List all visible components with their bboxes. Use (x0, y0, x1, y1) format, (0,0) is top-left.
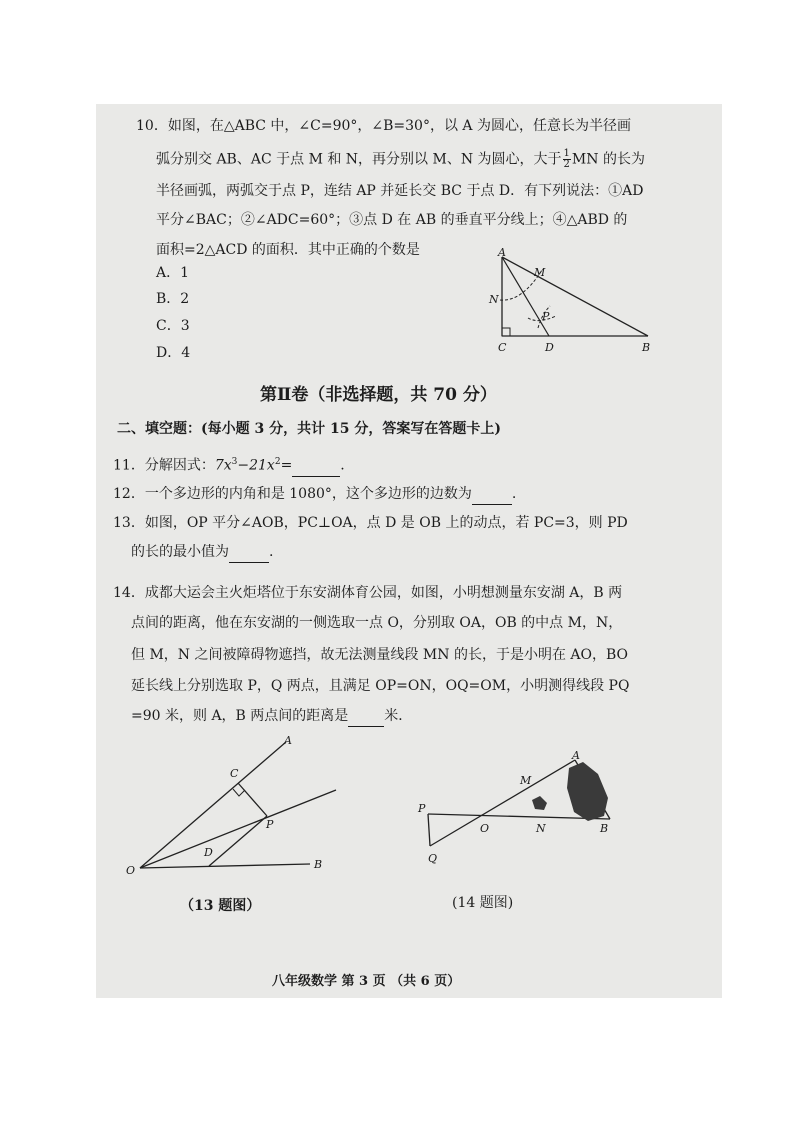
q10-line-4: 平分∠BAC；②∠ADC=60°；③点 D 在 AB 的垂直平分线上；④△ABD 的 (156, 212, 628, 228)
label-b: B (600, 822, 609, 835)
q12-end: . (511, 486, 517, 502)
q10-line-2-a: 弧分别交 AB、AC 于点 M 和 N，再分别以 M、N 为圆心，大于 (156, 151, 562, 168)
label-d: D (204, 846, 213, 859)
label-a: A (284, 734, 292, 747)
label-n: N (536, 822, 546, 835)
q11-equals: = (280, 457, 293, 474)
label-n: N (489, 293, 499, 306)
label-c: C (498, 341, 507, 354)
q10-option-d[interactable]: D．4 (156, 345, 191, 361)
q10-line-2 (156, 149, 645, 170)
q14-line-5-a: =90 米，则 A，B 两点间的距离是 (131, 708, 349, 724)
q10-option-c[interactable]: C．3 (156, 318, 190, 334)
q11-exponent-1: 3 (231, 457, 238, 467)
ray-ob (140, 864, 310, 868)
lake-obstacle (567, 762, 608, 821)
q14-line-1: 14．成都大运会主火炬塔位于东安湖体育公园，如图，小明想测量东安湖 A，B 两 (113, 585, 623, 601)
label-p: P (542, 310, 550, 323)
label-b: B (642, 341, 651, 354)
q10-option-a[interactable]: A．1 (156, 265, 190, 281)
q13-line-2-text: 的长的最小值为 (131, 544, 229, 560)
q13-angle-bisector-figure (122, 730, 342, 880)
q10-line-1: 10．如图，在△ABC 中，∠C=90°，∠B=30°，以 A 为圆心，任意长为半径画 (136, 118, 631, 134)
q14-line-5-b: 米． (384, 708, 413, 724)
q11-term-2: −21x (237, 457, 275, 474)
label-o: O (126, 864, 136, 877)
segment-pq (428, 814, 430, 846)
label-d: D (545, 341, 554, 354)
q11-end: . (340, 457, 345, 474)
label-a: A (572, 749, 580, 762)
label-a: A (498, 246, 506, 259)
q13-line-1: 13．如图，OP 平分∠AOB，PC⊥OA，点 D 是 OB 上的动点，若 PC=3，则 PD (113, 515, 628, 531)
section-2-title: 第Ⅱ卷（非选择题，共 70 分） (260, 385, 497, 405)
q13-answer-blank[interactable] (229, 542, 269, 563)
q11-term-1: 7x (214, 457, 232, 474)
fraction-numerator: 1 (563, 148, 570, 159)
segment-ab (502, 257, 648, 336)
q10-line-3: 半径画弧，两弧交于点 P，连结 AP 并延长交 BC 于点 D．有下列说法：①AD (156, 183, 644, 199)
small-obstacle (532, 796, 547, 810)
q14-answer-blank[interactable] (348, 706, 384, 727)
q12-answer-blank[interactable] (472, 484, 512, 505)
q14-lake-figure (412, 746, 622, 868)
q12-text: 12．一个多边形的内角和是 1080°，这个多边形的边数为 (113, 486, 472, 502)
fraction-denominator: 2 (563, 159, 570, 170)
q10-line-2-b: MN 的长为 (571, 151, 645, 168)
q10-option-b[interactable]: B．2 (156, 291, 190, 307)
q13-caption: （13 题图） (180, 898, 261, 914)
page-footer: 八年级数学 第 3 页 （共 6 页） (272, 974, 461, 989)
right-angle-mark (502, 328, 510, 336)
segment-pd (209, 816, 267, 866)
right-angle-mark (233, 789, 245, 796)
q11-answer-blank[interactable] (292, 456, 340, 477)
label-b: B (314, 858, 323, 871)
segment-pc (238, 783, 267, 816)
label-p: P (418, 802, 426, 815)
label-p: P (266, 818, 274, 831)
label-o: O (480, 822, 490, 835)
q10-line-5: 面积=2△ACD 的面积．其中正确的个数是 (156, 242, 420, 258)
ray-oa (140, 742, 286, 868)
q14-line-2: 点间的距离，他在东安湖的一侧选取一点 O，分别取 OA，OB 的中点 M，N， (131, 615, 623, 631)
label-c: C (230, 767, 239, 780)
q11 (113, 452, 345, 477)
section-2-subtitle: 二、填空题：(每小题 3 分，共计 15 分，答案写在答题卡上) (117, 421, 501, 437)
q10-fraction (563, 149, 571, 170)
ray-op (140, 790, 336, 868)
q13-end: . (269, 544, 274, 560)
q13-line-2 (131, 542, 273, 563)
q10-triangle-figure (480, 244, 670, 356)
q14-line-4: 延长线上分别选取 P，Q 两点，且满足 OP=ON，OQ=OM，小明测得线段 PQ (131, 678, 630, 694)
line-qa (430, 760, 575, 846)
q11-prefix: 11．分解因式： (113, 457, 215, 474)
label-m: M (534, 266, 546, 279)
q12 (113, 484, 516, 505)
q14-caption: (14 题图) (452, 895, 514, 911)
q14-line-3: 但 M，N 之间被障碍物遮挡，故无法测量线段 MN 的长，于是小明在 AO，BO (131, 647, 629, 663)
q11-exponent-2: 2 (274, 457, 281, 467)
q14-line-5 (131, 706, 412, 727)
label-m: M (520, 774, 532, 787)
label-q: Q (428, 852, 438, 865)
